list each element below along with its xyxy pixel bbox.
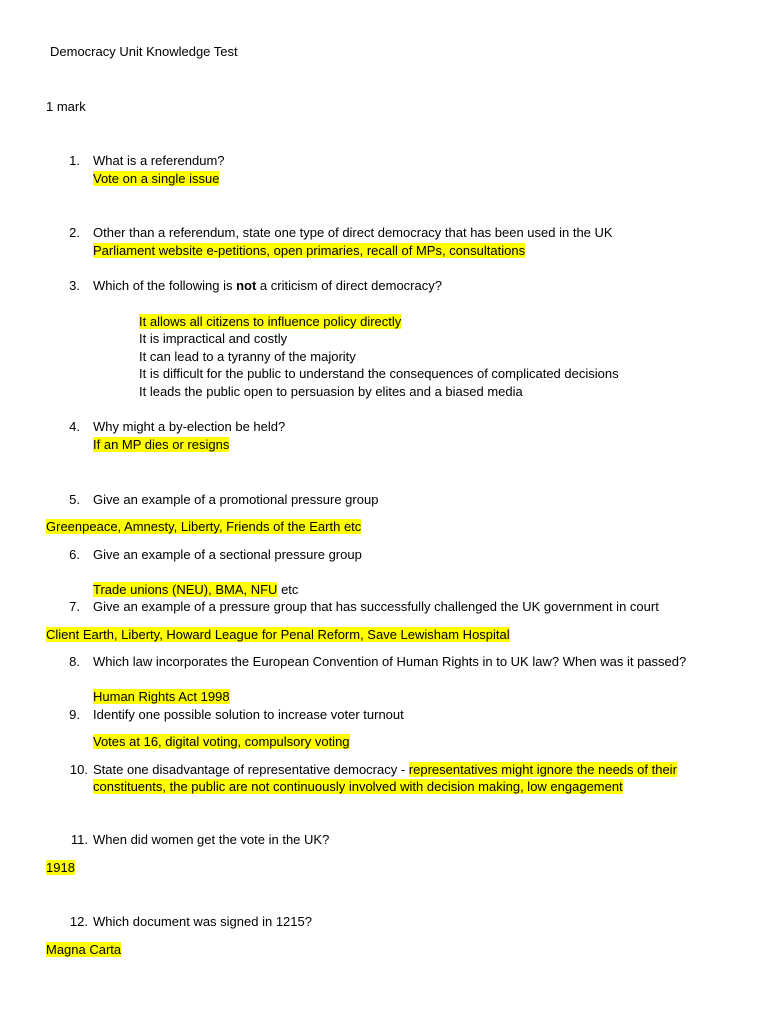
question-text: Other than a referendum, state one type of direct democracy that has been used in the UK bbox=[93, 225, 613, 240]
question-text: What is a referendum? bbox=[93, 153, 225, 168]
answer-highlight: Votes at 16, digital voting, compulsory voting bbox=[93, 734, 350, 749]
question-number: 2. bbox=[69, 225, 80, 240]
answer-highlight: constituents, the public are not continuously involved with decision making, low engagement bbox=[93, 779, 623, 794]
answer bbox=[93, 436, 229, 453]
answer-highlight: Greenpeace, Amnesty, Liberty, Friends of the Earth etc bbox=[46, 519, 362, 534]
answer bbox=[46, 941, 121, 958]
answer bbox=[93, 581, 298, 598]
question-number: 4. bbox=[69, 419, 80, 434]
option-correct bbox=[139, 313, 401, 330]
answer-highlight: 1918 bbox=[46, 860, 75, 875]
question-text: Which document was signed in 1215? bbox=[93, 914, 312, 929]
question-number: 8. bbox=[69, 654, 80, 669]
question-number: 6. bbox=[69, 547, 80, 562]
answer-highlight: It allows all citizens to influence policy directly bbox=[139, 314, 402, 329]
option: It leads the public open to persuasion by elites and a biased media bbox=[139, 384, 523, 399]
question-text: Identify one possible solution to increase voter turnout bbox=[93, 707, 404, 722]
question-text: Which law incorporates the European Convention of Human Rights in to UK law? When was it passed? bbox=[93, 654, 687, 669]
answer-highlight: representatives might ignore the needs of their bbox=[408, 762, 677, 777]
page-title: Democracy Unit Knowledge Test bbox=[50, 44, 238, 59]
question-number: 12. bbox=[69, 914, 88, 929]
answer-highlight: Trade unions (NEU), BMA, NFU bbox=[93, 582, 278, 597]
answer bbox=[93, 170, 219, 187]
question-text: Give an example of a promotional pressure group bbox=[93, 492, 379, 507]
option: It can lead to a tyranny of the majority bbox=[139, 349, 356, 364]
answer-suffix: etc bbox=[277, 582, 299, 597]
question-number: 3. bbox=[69, 278, 80, 293]
answer-highlight: Parliament website e-petitions, open primaries, recall of MPs, consultations bbox=[93, 243, 526, 258]
question-text: Why might a by-election be held? bbox=[93, 419, 286, 434]
question-text: Give an example of a sectional pressure group bbox=[93, 547, 362, 562]
answer bbox=[93, 778, 623, 795]
question-text: Which of the following is not a criticism of direct democracy? bbox=[93, 278, 442, 293]
question-number: 5. bbox=[69, 492, 80, 507]
option: It is impractical and costly bbox=[139, 331, 288, 346]
question-number: 7. bbox=[69, 599, 80, 614]
answer-highlight: Human Rights Act 1998 bbox=[93, 689, 230, 704]
answer-highlight: Vote on a single issue bbox=[93, 171, 220, 186]
answer bbox=[46, 626, 510, 643]
question-number: 9. bbox=[69, 707, 80, 722]
question-number: 1. bbox=[69, 153, 80, 168]
question-text: Give an example of a pressure group that has successfully challenged the UK government in court bbox=[93, 599, 659, 614]
marks-heading: 1 mark bbox=[46, 99, 86, 114]
answer bbox=[93, 688, 230, 705]
question-number: 10. bbox=[69, 762, 88, 777]
answer bbox=[46, 859, 75, 876]
answer-highlight: Client Earth, Liberty, Howard League for Penal Reform, Save Lewisham Hospital bbox=[46, 627, 510, 642]
answer bbox=[46, 518, 361, 535]
option: It is difficult for the public to understand the consequences of complicated decisions bbox=[139, 366, 619, 381]
answer-highlight: Magna Carta bbox=[46, 942, 122, 957]
answer bbox=[93, 242, 525, 259]
answer-highlight: If an MP dies or resigns bbox=[93, 437, 230, 452]
question-text: When did women get the vote in the UK? bbox=[93, 832, 330, 847]
question-text: State one disadvantage of representative democracy - representatives might ignore the needs of their bbox=[93, 762, 677, 777]
answer bbox=[93, 733, 350, 750]
question-number: 11. bbox=[70, 832, 88, 847]
